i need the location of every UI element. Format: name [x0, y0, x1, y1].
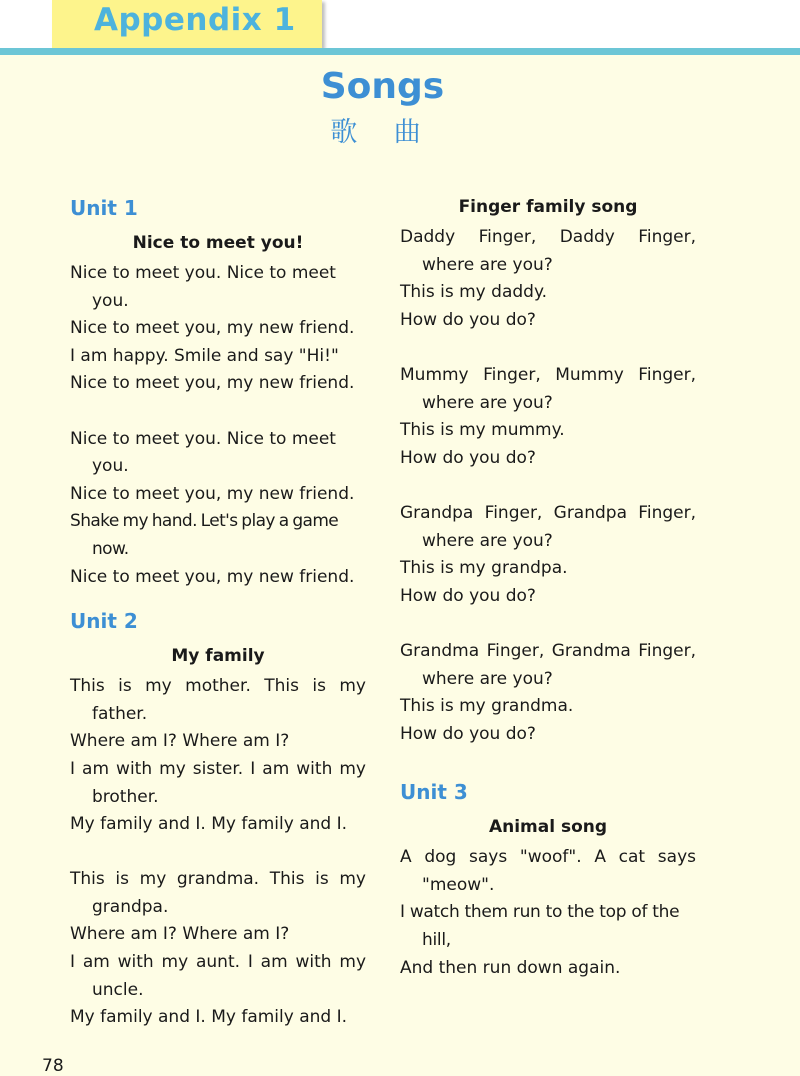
unit-1-heading: Unit 1 — [70, 196, 138, 220]
lyric-line: My family and I. My family and I. — [70, 814, 348, 835]
lyric-line: Where am I? Where am I? — [70, 924, 290, 945]
lyric-line: How do you do? — [400, 309, 536, 330]
lyric-line: This is my daddy. — [400, 282, 547, 303]
lyric-line: This is my grandma. — [400, 696, 574, 717]
page-title: Songs — [320, 66, 445, 107]
lyric-line: This is my grandma. This is my grandpa. — [70, 869, 366, 917]
song-title-nice-to-meet-you: Nice to meet you! — [132, 233, 304, 253]
lyric-line: This is my mummy. — [400, 420, 565, 441]
lyric-line: My family and I. My family and I. — [70, 1007, 348, 1028]
lyric-line: I am with my sister. I am with my brother. — [70, 758, 366, 807]
lyric-line: Nice to meet you. Nice to meet you. — [70, 263, 336, 311]
lyric-line: How do you do? — [400, 723, 536, 744]
song-title-animal-song: Animal song — [488, 817, 608, 838]
lyric-line: Grandpa Finger, Grandpa Finger, where are you? — [400, 502, 696, 551]
lyric-line: How do you do? — [400, 447, 536, 468]
lyric-line: I am happy. Smile and say "Hi!" — [70, 345, 339, 366]
header-divider — [0, 48, 800, 55]
lyric-line: Grandma Finger, Grandma Finger, where are you? — [400, 640, 696, 689]
lyric-line: Nice to meet you, my new friend. — [70, 483, 355, 504]
lyric-line: Where am I? Where am I? — [70, 731, 290, 752]
lyric-line: I am with my aunt. I am with my uncle. — [70, 952, 366, 1000]
left-column — [70, 190, 366, 1032]
lyric-line: I watch them run to the top of the hill, — [400, 902, 680, 951]
right-column — [400, 190, 696, 982]
unit-3-heading: Unit 3 — [400, 780, 468, 805]
page-title-chinese: 歌 曲 — [330, 117, 435, 148]
appendix-label: Appendix 1 — [94, 2, 296, 38]
lyric-line: Nice to meet you, my new friend. — [70, 566, 355, 587]
lyric-line: Nice to meet you, my new friend. — [70, 318, 355, 339]
unit-2-heading: Unit 2 — [70, 609, 138, 634]
lyric-line: This is my mother. This is my father. — [70, 676, 366, 724]
lyric-line: Nice to meet you, my new friend. — [70, 373, 355, 394]
lyric-line: Daddy Finger, Daddy Finger, where are you? — [400, 227, 696, 275]
page-number: 78 — [42, 1056, 64, 1076]
lyric-line: Nice to meet you. Nice to meet you. — [70, 428, 336, 477]
lyric-line: A dog says "woof". A cat says "meow". — [400, 847, 696, 895]
lyric-line: Mummy Finger, Mummy Finger, where are you? — [400, 364, 696, 413]
song-title-finger-family: Finger family song — [458, 197, 638, 217]
lyric-line: How do you do? — [400, 585, 536, 606]
lyric-line: Shake my hand. Let's play a game now. — [70, 511, 339, 559]
song-title-my-family: My family — [171, 646, 265, 667]
lyric-line: And then run down again. — [400, 957, 621, 978]
lyric-line: This is my grandpa. — [400, 558, 568, 579]
